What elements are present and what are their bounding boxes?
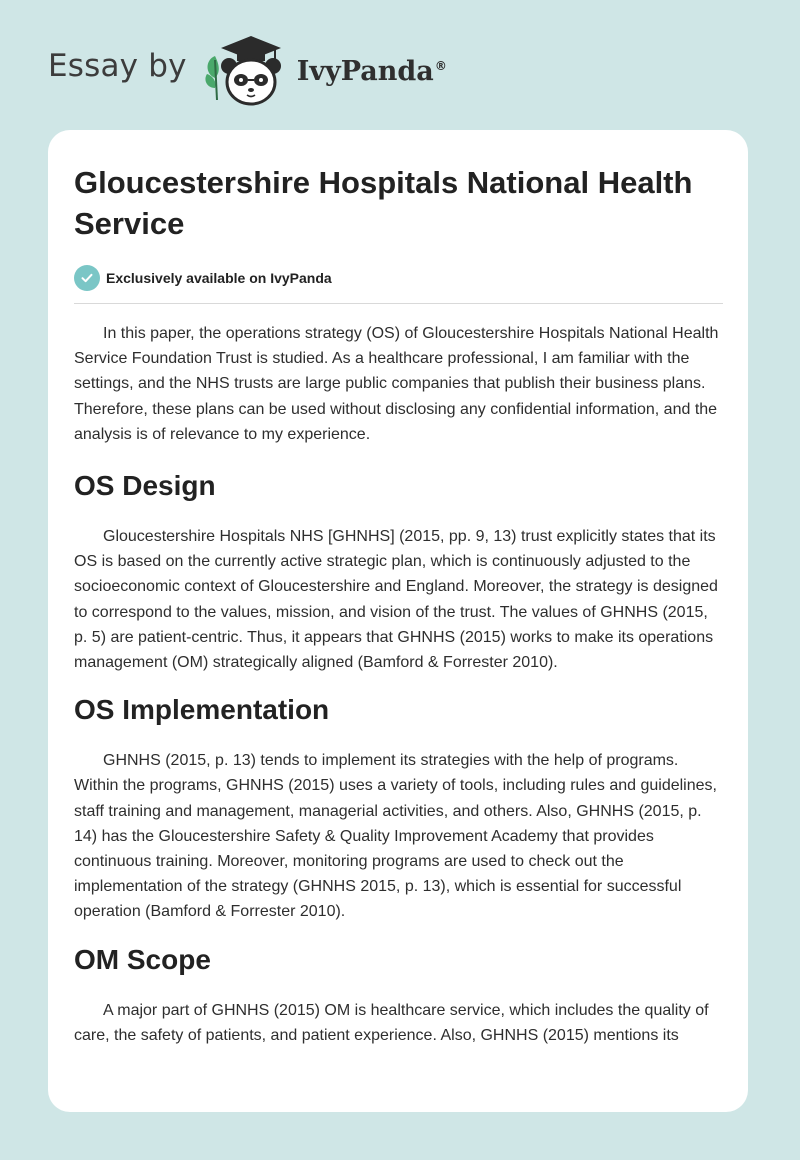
section-paragraph-os-implementation: GHNHS (2015, p. 13) tends to implement its strategies with the help of programs. Within the programs, GHNHS (2015) uses a variety of tools, including rules and guidelines, staff training and management, managerial activities, and others. Also, GHNHS (2015, p. 14) has the Gloucestershire Safety & Quality Improvement Academy that provides continuous training. Moreover, monitoring programs are used to check out the implementation of the strategy (GHNHS 2015, p. 13), which is essential for successful operation (Bamford & Forrester 2010). xyxy=(74,752,717,921)
section-heading-os-implementation: OS Implementation xyxy=(74,694,330,726)
section-paragraph-os-design: Gloucestershire Hospitals NHS [GHNHS] (2015, pp. 9, 13) trust explicitly states that its OS is based on the currently active strategic plan, which is continuously adjusted to the socioeconomic context of Gloucestershire and England. Moreover, the strategy is designed to correspond to the values, mission, and vision of the trust. The values of GHNHS (2015, p. 5) are patient-centric. Thus, it appears that GHNHS (2015) works to make its operations management (OM) strategically aligned (Bamford & Forrester 2010). xyxy=(74,528,718,672)
essay-content xyxy=(74,162,723,1048)
check-circle-icon xyxy=(74,265,100,291)
registered-mark: ® xyxy=(434,58,447,73)
page-title: Gloucestershire Hospitals National Health Service xyxy=(74,165,693,241)
section-paragraph-om-scope: A major part of GHNHS (2015) OM is healthcare service, which includes the quality of care, the safety of patients, and patient experience. Also, GHNHS (2015) mentions its xyxy=(74,1001,709,1044)
essay-card xyxy=(48,130,748,1112)
badge-text: Exclusively available on IvyPanda xyxy=(106,270,332,286)
site-header xyxy=(48,30,447,110)
section-heading-om-scope: OM Scope xyxy=(74,943,211,975)
exclusive-badge xyxy=(74,265,723,291)
section-heading-os-design: OS Design xyxy=(74,470,216,502)
intro-paragraph: In this paper, the operations strategy (OS) of Gloucestershire Hospitals National Health Service Foundation Trust is studied. As a healthcare professional, I am familiar with the settings, and the NHS trusts are large public companies that publish their business plans. Therefore, these plans can be used without disclosing any confidential information, and the analysis is of relevance to my experience. xyxy=(74,325,719,443)
brand-prefix: Essay by xyxy=(48,48,187,84)
panda-graduate-icon xyxy=(201,30,293,110)
divider xyxy=(74,303,723,304)
brand-name: IvyPanda® xyxy=(296,55,447,87)
